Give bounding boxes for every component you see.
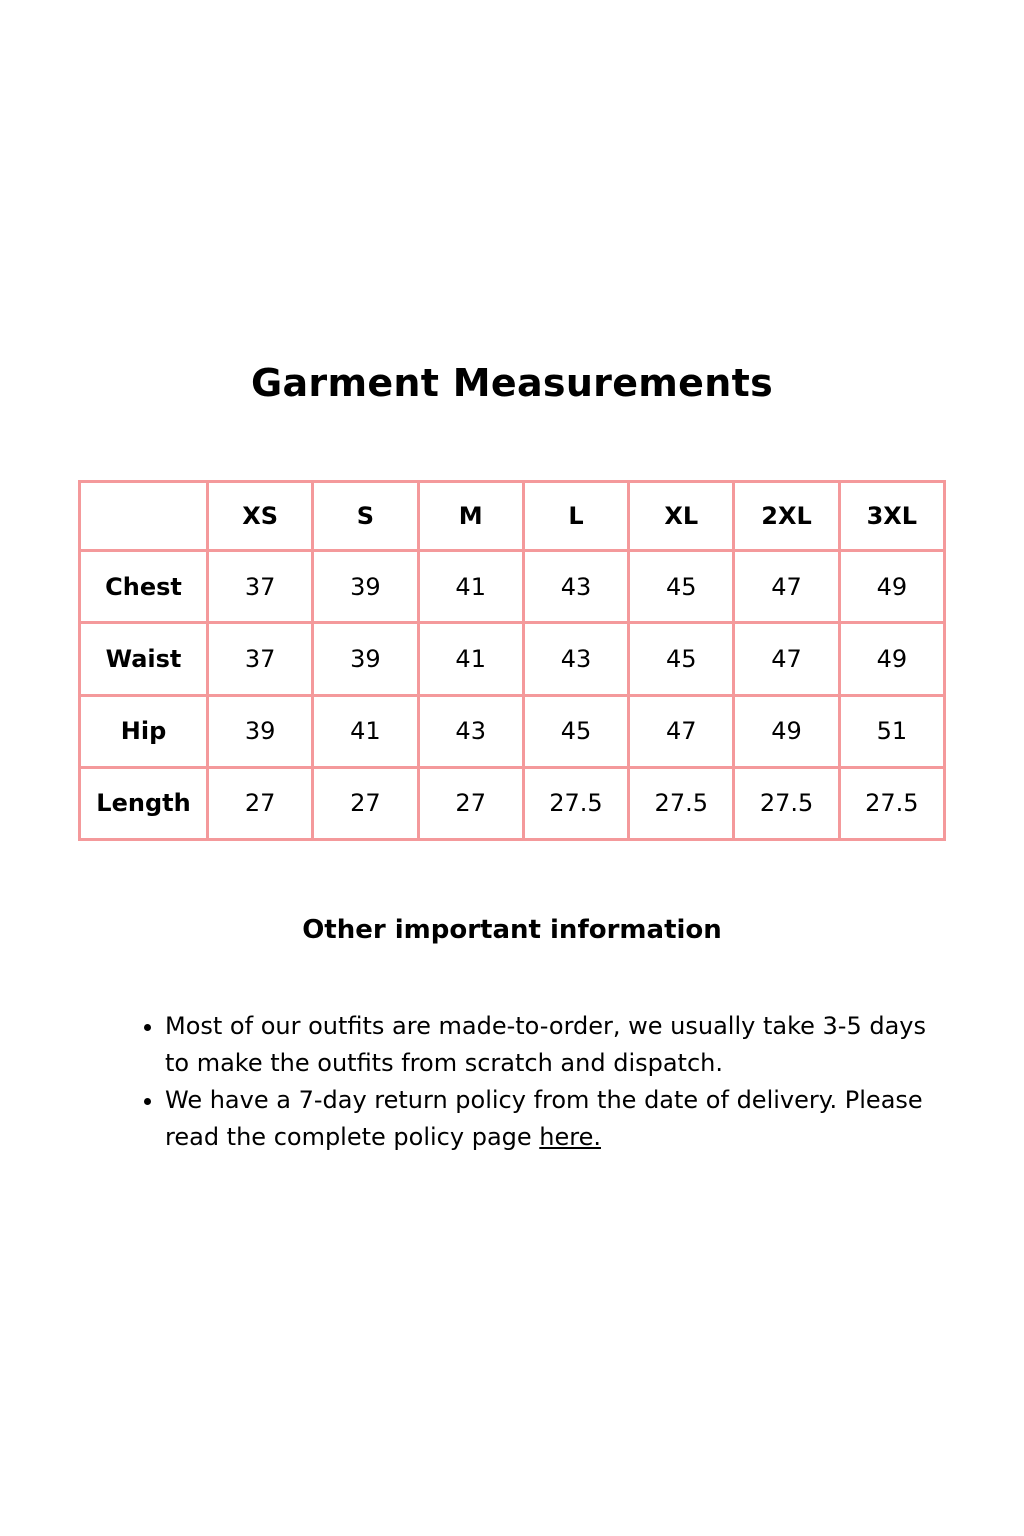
table-cell: 47 xyxy=(734,623,839,695)
table-cell: 47 xyxy=(629,695,734,767)
table-cell: 49 xyxy=(839,551,944,623)
table-cell: 43 xyxy=(418,695,523,767)
column-header-xl: XL xyxy=(629,482,734,551)
column-header-xs: XS xyxy=(208,482,313,551)
table-cell: 39 xyxy=(313,551,418,623)
table-cell: 39 xyxy=(208,695,313,767)
table-header-row xyxy=(80,482,945,551)
table-row-chest xyxy=(80,551,945,623)
table-cell: 27.5 xyxy=(734,767,839,839)
row-label-length: Length xyxy=(80,767,208,839)
table-cell: 49 xyxy=(734,695,839,767)
table-cell: 27 xyxy=(208,767,313,839)
table-cell: 41 xyxy=(418,551,523,623)
table-row-hip xyxy=(80,695,945,767)
table-cell: 45 xyxy=(523,695,628,767)
table-cell: 27.5 xyxy=(839,767,944,839)
table-cell: 39 xyxy=(313,623,418,695)
table-cell: 49 xyxy=(839,623,944,695)
column-header-s: S xyxy=(313,482,418,551)
policy-link[interactable]: here. xyxy=(539,1123,601,1151)
table-cell: 37 xyxy=(208,551,313,623)
row-label-waist: Waist xyxy=(80,623,208,695)
section-subtitle: Other important information xyxy=(302,915,722,945)
info-list xyxy=(140,1008,955,1156)
column-header-3xl: 3XL xyxy=(839,482,944,551)
table-row-waist xyxy=(80,623,945,695)
table-cell: 27.5 xyxy=(629,767,734,839)
list-item-text: Most of our outfits are made-to-order, we usually take 3-5 days to make the outfits from scratch and dispatch. xyxy=(165,1012,926,1077)
list-item xyxy=(165,1082,955,1156)
row-label-chest: Chest xyxy=(80,551,208,623)
column-header-l: L xyxy=(523,482,628,551)
table-cell: 47 xyxy=(734,551,839,623)
table-cell: 37 xyxy=(208,623,313,695)
size-chart-table xyxy=(78,480,946,841)
table-cell: 45 xyxy=(629,623,734,695)
table-cell: 43 xyxy=(523,623,628,695)
table-cell: 41 xyxy=(313,695,418,767)
row-label-hip: Hip xyxy=(80,695,208,767)
table-cell: 41 xyxy=(418,623,523,695)
table-cell: 27.5 xyxy=(523,767,628,839)
list-item xyxy=(165,1008,955,1082)
table-cell: 45 xyxy=(629,551,734,623)
table-corner-cell xyxy=(80,482,208,551)
table-row-length xyxy=(80,767,945,839)
column-header-m: M xyxy=(418,482,523,551)
table-cell: 27 xyxy=(313,767,418,839)
table-cell: 27 xyxy=(418,767,523,839)
table-cell: 51 xyxy=(839,695,944,767)
list-item-text: We have a 7-day return policy from the date of delivery. Please read the complete policy page xyxy=(165,1086,923,1151)
table-cell: 43 xyxy=(523,551,628,623)
column-header-2xl: 2XL xyxy=(734,482,839,551)
page-title: Garment Measurements xyxy=(250,361,773,405)
